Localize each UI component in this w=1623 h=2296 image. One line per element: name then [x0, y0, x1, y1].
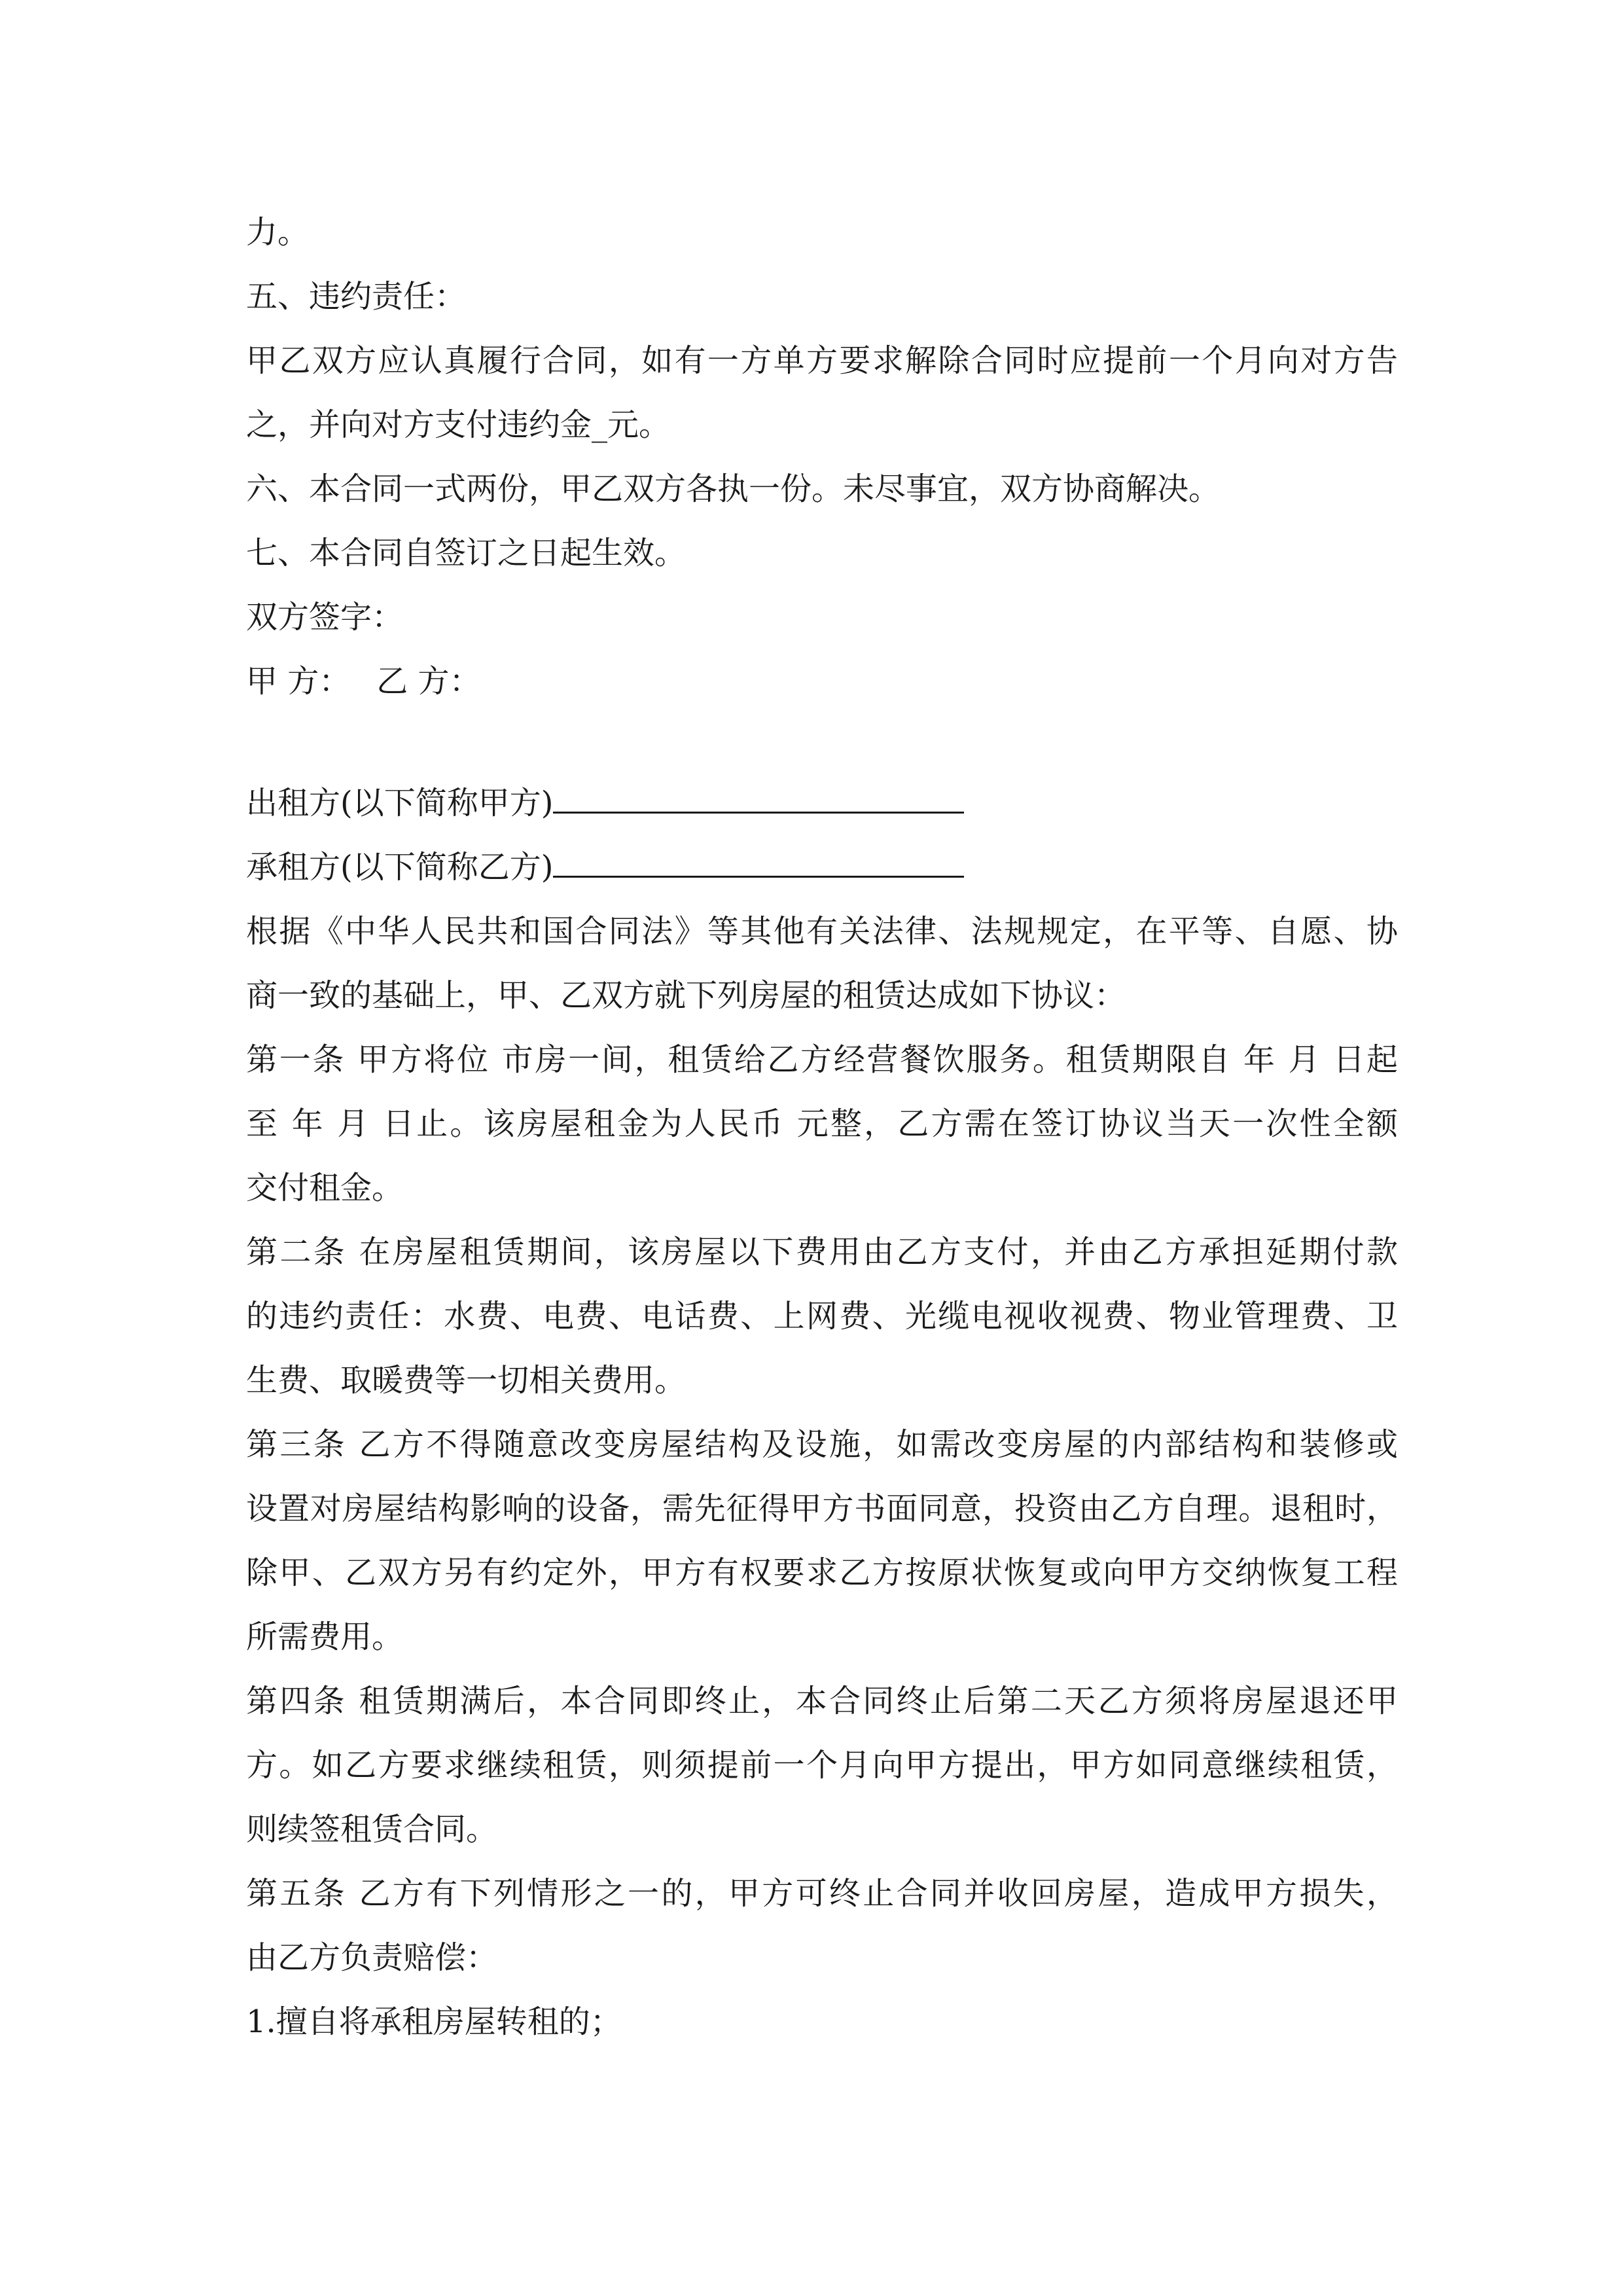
article-5-line: 第五条 乙方有下列情形之一的，甲方可终止合同并收回房屋，造成甲方损失， [246, 1875, 1398, 1912]
text-line: 则续签租赁合同。 [246, 1811, 498, 1848]
text-line: 根据《中华人民共和国合同法》等其他有关法律、法规规定，在平等、自愿、协 [246, 913, 1398, 950]
lessee-blank-field [553, 850, 964, 878]
text-line: 甲乙双方应认真履行合同，如有一方单方要求解除合同时应提前一个月向对方告 [246, 342, 1398, 379]
lessor-blank-field [553, 785, 964, 814]
text-line: 六、本合同一式两份，甲乙双方各执一份。未尽事宜，双方协商解决。 [246, 471, 1221, 507]
article-4-line: 第四条 租赁期满后，本合同即终止，本合同终止后第二天乙方须将房屋退还甲 [246, 1683, 1398, 1719]
text-line: 生费、取暖费等一切相关费用。 [246, 1362, 687, 1399]
text-line: 由乙方负责赔偿： [246, 1939, 498, 1976]
spacer [246, 713, 1398, 771]
article-1-line: 第一条 甲方将位 市房一间，租赁给乙方经营餐饮服务。租赁期限自 年 月 日起 [246, 1041, 1398, 1078]
text-line: 之，并向对方支付违约金_元。 [246, 406, 671, 443]
text-line: 力。 [246, 214, 310, 251]
lessee-line [246, 835, 1398, 899]
document-body [246, 200, 1398, 2054]
text-line: 七、本合同自签订之日起生效。 [246, 535, 687, 571]
article-2-line: 第二条 在房屋租赁期间，该房屋以下费用由乙方支付，并由乙方承担延期付款 [246, 1234, 1398, 1270]
text-line: 双方签字： [246, 599, 404, 636]
list-item: 1.擅自将承租房屋转租的； [246, 2003, 622, 2040]
lessee-label: 承租方(以下简称乙方) [246, 849, 554, 886]
text-line: 交付租金。 [246, 1170, 404, 1206]
text-line: 除甲、乙双方另有约定外，甲方有权要求乙方按原状恢复或向甲方交纳恢复工程 [246, 1554, 1398, 1591]
text-line: 设置对房屋结构影响的设备，需先征得甲方书面同意，投资由乙方自理。退租时， [246, 1490, 1398, 1527]
text-line: 所需费用。 [246, 1619, 404, 1655]
party-a-label: 甲 方： [246, 663, 351, 700]
section-heading: 五、违约责任： [246, 278, 467, 315]
text-line: 商一致的基础上，甲、乙双方就下列房屋的租赁达成如下协议： [246, 977, 1126, 1014]
party-b-label: 乙 方： [376, 663, 481, 700]
article-3-line: 第三条 乙方不得随意改变房屋结构及设施，如需改变房屋的内部结构和装修或 [246, 1426, 1398, 1463]
signature-line [246, 649, 1398, 713]
text-line: 至 年 月 日止。该房屋租金为人民币 元整，乙方需在签订协议当天一次性全额 [246, 1105, 1398, 1142]
text-line: 方。如乙方要求继续租赁，则须提前一个月向甲方提出，甲方如同意继续租赁， [246, 1747, 1398, 1784]
lessor-label: 出租方(以下简称甲方) [246, 785, 554, 821]
text-line: 的违约责任：水费、电费、电话费、上网费、光缆电视收视费、物业管理费、卫 [246, 1298, 1398, 1335]
lessor-line [246, 771, 1398, 835]
